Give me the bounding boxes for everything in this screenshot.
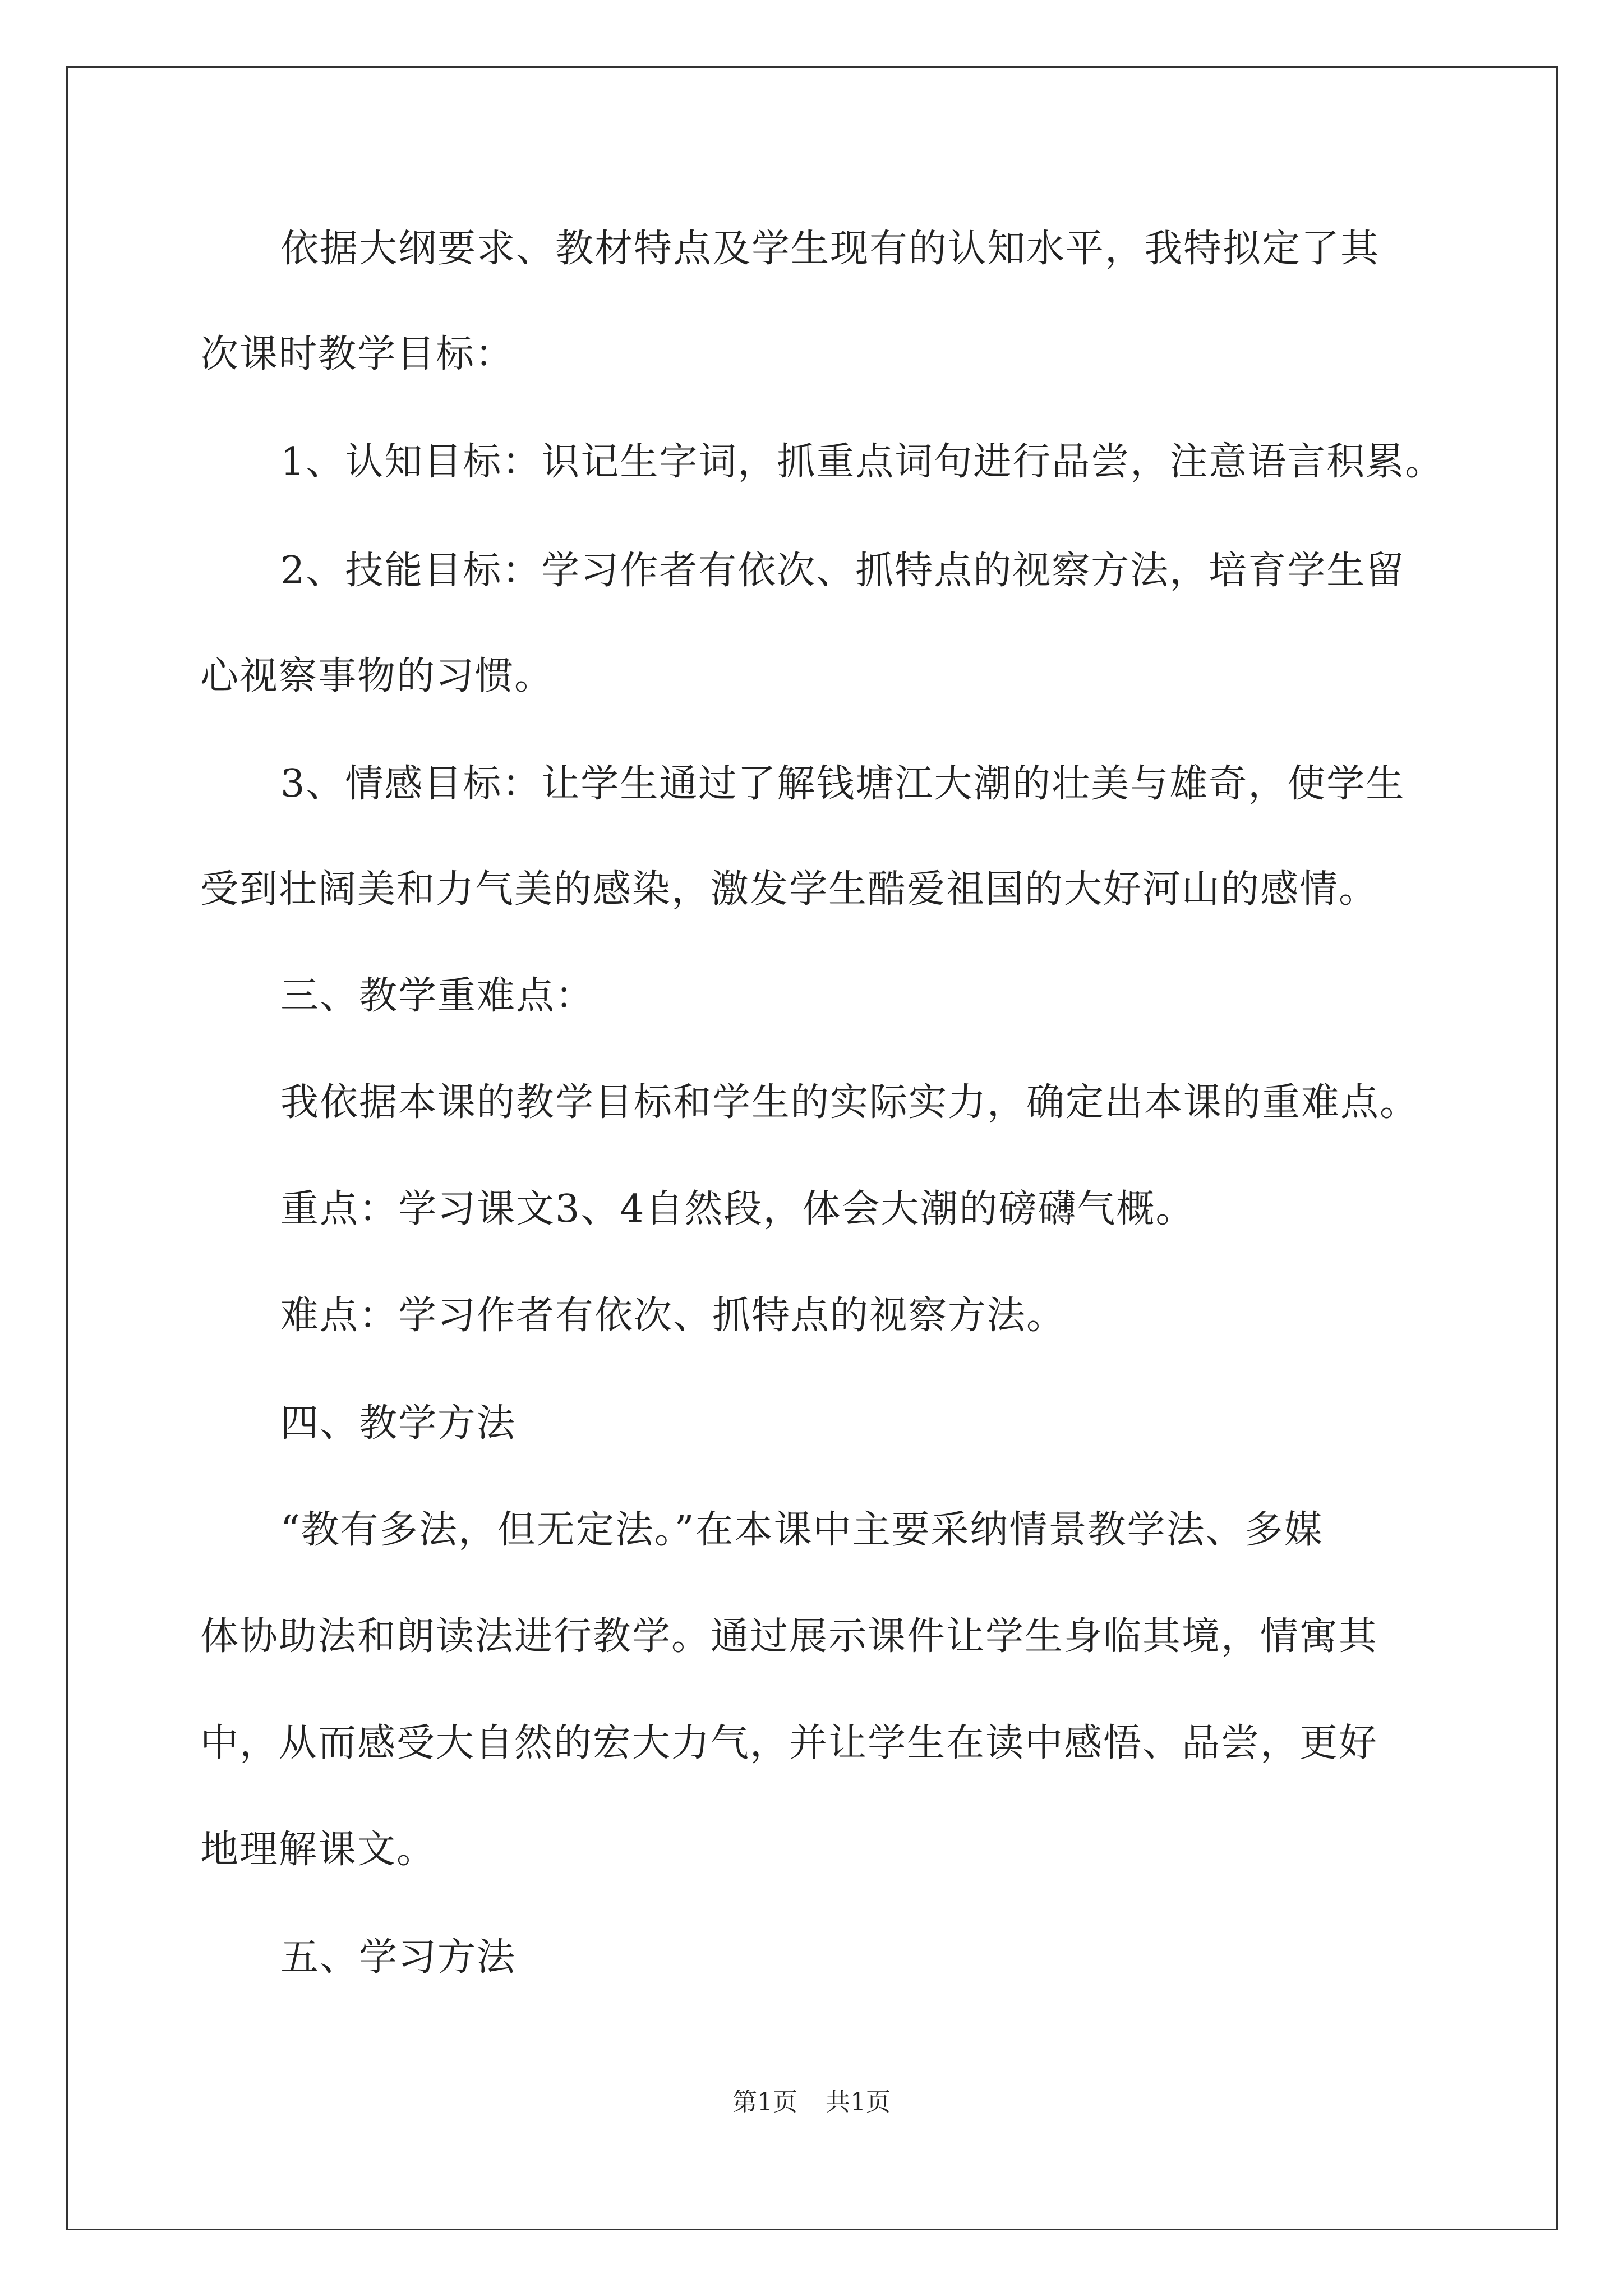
paragraph-line: 中，从而感受大自然的宏大力气，并让学生在读中感悟、品尝，更好 — [200, 1721, 1378, 1765]
section-heading: 五、学习方法 — [280, 1935, 517, 1980]
section-heading: 三、教学重难点： — [280, 974, 595, 1018]
paragraph-line: 心视察事物的习惯。 — [200, 654, 554, 698]
page-border — [66, 66, 1558, 2230]
paragraph-line: “教有多法，但无定法。”在本课中主要采纳情景教学法、多媒 — [280, 1508, 1324, 1552]
paragraph-line: 重点：学习课文3、4自然段，体会大潮的磅礴气概。 — [280, 1187, 1195, 1231]
paragraph-line: 2、技能目标：学习作者有依次、抓特点的视察方法，培育学生留 — [280, 549, 1405, 593]
paragraph-line: 我依据本课的教学目标和学生的实际实力，确定出本课的重难点。 — [280, 1080, 1419, 1125]
paragraph-line: 地理解课文。 — [200, 1828, 436, 1872]
paragraph-line: 3、情感目标：让学生通过了解钱塘江大潮的壮美与雄奇，使学生 — [280, 762, 1405, 806]
section-heading: 四、教学方法 — [280, 1401, 517, 1446]
paragraph-line: 依据大纲要求、教材特点及学生现有的认知水平，我特拟定了其 — [280, 227, 1380, 271]
paragraph-line: 难点：学习作者有依次、抓特点的视察方法。 — [280, 1294, 1066, 1338]
page-total: 共1页 — [826, 2088, 891, 2116]
page-number: 第1页 — [732, 2088, 797, 2116]
paragraph-line: 次课时教学目标： — [200, 332, 515, 376]
page-footer — [0, 2086, 1623, 2119]
paragraph-line: 1、认知目标：识记生字词，抓重点词句进行品尝，注意语言积累。 — [280, 440, 1445, 484]
paragraph-line: 受到壮阔美和力气美的感染，激发学生酷爱祖国的大好河山的感情。 — [200, 867, 1378, 912]
paragraph-line: 体协助法和朗读法进行教学。通过展示课件让学生身临其境，情寓其 — [200, 1614, 1378, 1659]
